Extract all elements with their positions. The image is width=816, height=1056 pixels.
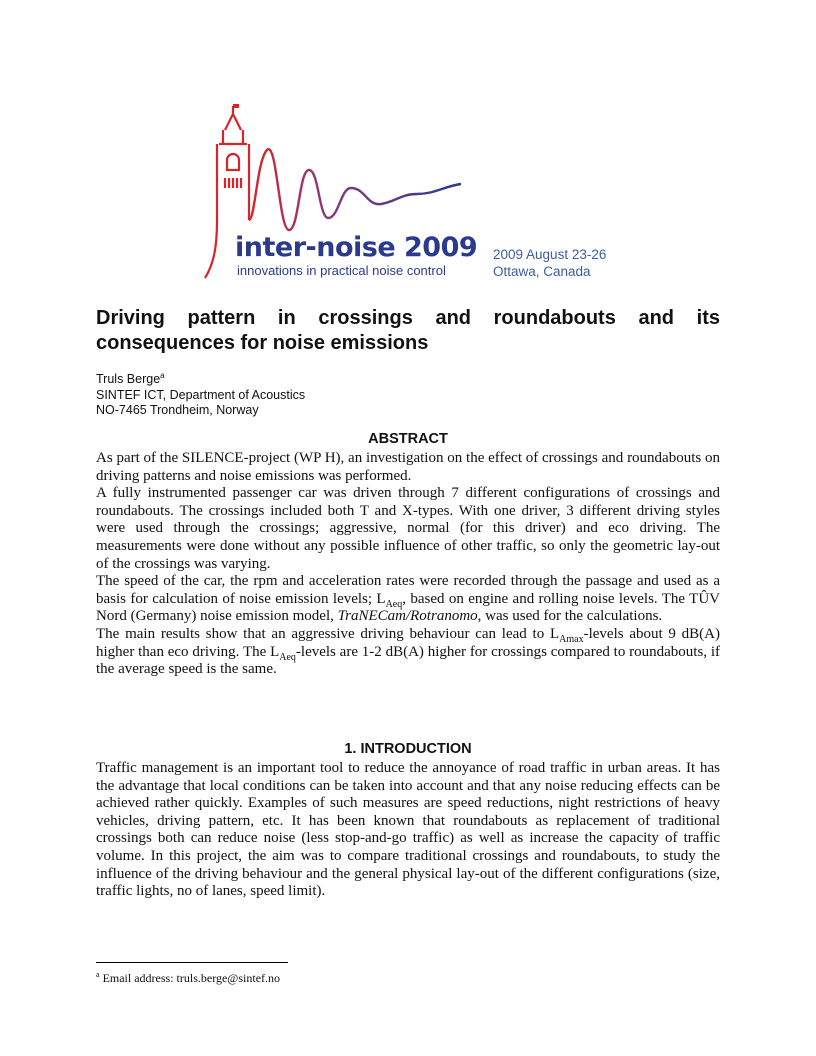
model-name: TraNECam/Rotranomo (337, 608, 478, 625)
abstract-paragraph-3: The speed of the car, the rpm and acceleration rates were recorded through the passage and used as a basis for calculation of noise emission levels; $L_{Aeq}$, based on engine and rolling noise levels. The TÛV Nord (Germany) noise emission model, TraNECam/Rotranomo, was used for the calculations. (96, 573, 720, 625)
footnote (96, 970, 280, 986)
author-address: NO-7465 Trondheim, Norway (96, 403, 259, 418)
abstract-paragraph-2: A fully instrumented passenger car was driven through 7 different configurations of crossings and roundabouts. The crossings included both T and X-types. With one driver, 3 different driving styles were used through the crossings; aggressive, normal (for this driver) and eco driving. The measurements were done without any possible influence of other traffic, so only the geometric lay-out of the crossings was varying. (96, 485, 720, 572)
logo-wordmark: inter-noise 2009 (235, 232, 478, 263)
abstract-paragraph-4: The main results show that an aggressive driving behaviour can lead to $L_{Amax}$-levels about 9 dB(A) higher than eco driving. The $L_{Aeq}$-levels are 1-2 dB(A) higher for crossings compared to roundabouts, if the average speed is the same. (96, 625, 721, 678)
intro-heading: 1. INTRODUCTION (344, 741, 472, 757)
footnote-divider (96, 962, 288, 963)
intro-body (96, 760, 720, 901)
paper-title: Driving pattern in crossings and roundabouts and its consequences for noise emissions (96, 307, 720, 354)
author-block (96, 368, 305, 419)
author-name: Truls Berge (96, 372, 161, 387)
abstract-heading: ABSTRACT (368, 431, 448, 447)
abstract-paragraph-1: As part of the SILENCE-project (WP H), an investigation on the effect of crossings and roundabouts on driving patterns and noise emissions was performed. (96, 450, 720, 484)
footnote-marker: a (96, 970, 100, 979)
sound-wave-icon (249, 149, 461, 230)
conference-date: 2009 August 23-26 (493, 247, 607, 262)
conference-info (493, 246, 606, 280)
intro-paragraph: Traffic management is an important tool to reduce the annoyance of road traffic in urban areas. It has the advantage that local conditions can be taken into account and that any noise reducing effects can be achieved rather quickly. Examples of such measures are speed reductions, night restrictions of heavy vehicles, driving pattern, etc. It has been known that roundabouts as replacement of traditional crossings both can reduce noise (less stop-and-go traffic) as well as increase the capacity of traffic volume. In this project, the aim was to compare traditional crossings and roundabouts, to study the influence of the driving behaviour and the general physical lay-out of the different configurations (size, traffic lights, no of lanes, speed limit). (96, 760, 720, 900)
footnote-text: Email address: truls.berge@sintef.no (102, 971, 281, 985)
author-name-line (96, 368, 305, 388)
abstract-body (96, 450, 720, 679)
conference-location: Ottawa, Canada (493, 264, 591, 279)
logo-tagline: innovations in practical noise control (237, 263, 446, 278)
author-marker: a (160, 371, 165, 380)
author-affiliation: SINTEF ICT, Department of Acoustics (96, 387, 306, 402)
